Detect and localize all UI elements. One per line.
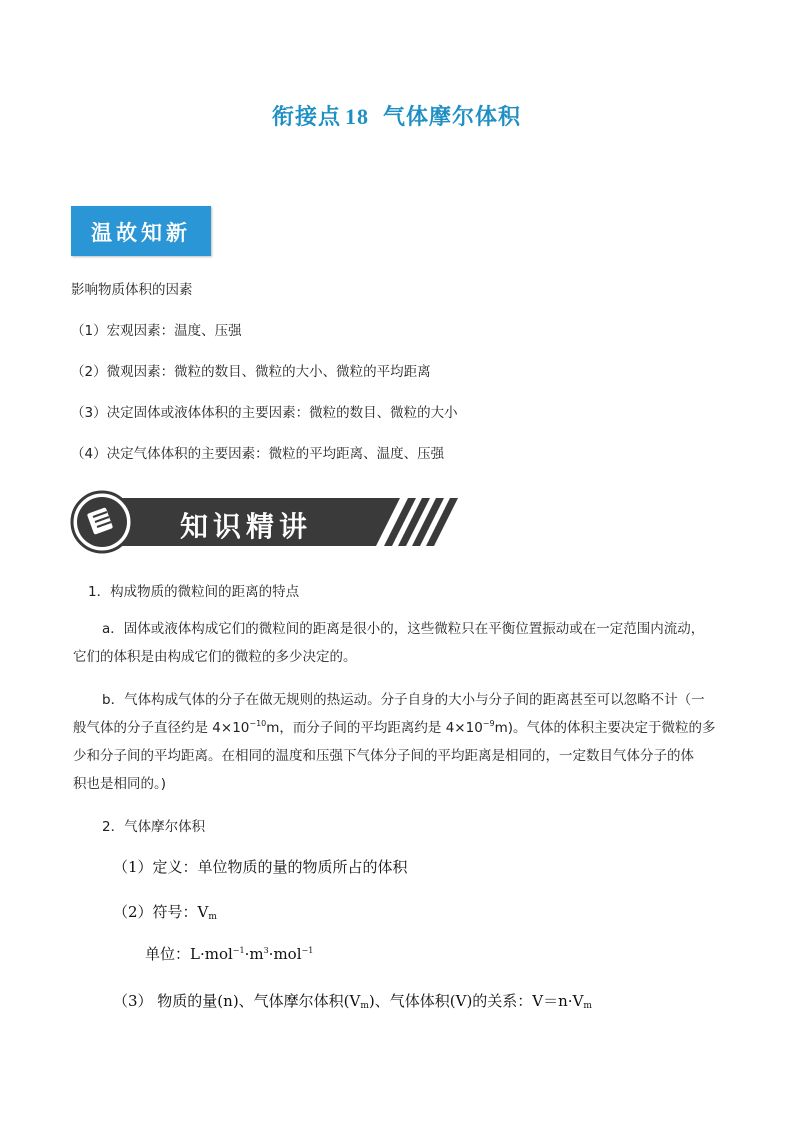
knowledge-banner-label: 知识精讲 xyxy=(180,510,313,543)
section-2-heading: 2．气体摩尔体积 xyxy=(102,819,206,835)
para-b-line-1: b．气体构成气体的分子在做无规则的热运动。分子自身的大小与分子间的距离甚至可以忽略不计（一 xyxy=(102,692,705,708)
para-a-line-1: a．固体或液体构成它们的微粒间的距离是很小的，这些微粒只在平衡位置振动或在一定范围内流动， xyxy=(102,621,705,637)
review-item-3: （3）决定固体或液体体积的主要因素：微粒的数目、微粒的大小 xyxy=(71,405,458,421)
exponent-2: −9 xyxy=(482,719,495,728)
review-badge-label: 温故知新 xyxy=(91,221,191,245)
symbol-label: （2）符号：V xyxy=(113,903,209,921)
para-b-text-3: m)。气体的体积主要决定于微粒的多 xyxy=(494,720,716,736)
relation-text-2: )、气体体积(V)的关系：V＝n·V xyxy=(368,992,584,1010)
unit-line xyxy=(145,943,313,964)
unit-exponent-2: 3 xyxy=(263,946,269,955)
para-b-line-3: 少和分子间的平均距离。在相同的温度和压强下气体分子间的平均距离是相同的，一定数目气体分子的体 xyxy=(73,748,694,764)
title-topic: 气体摩尔体积 xyxy=(383,104,522,130)
para-b-text-1: 般气体的分子直径约是 4×10 xyxy=(73,720,250,736)
para-b-line-2 xyxy=(73,713,716,744)
title-number: 18 xyxy=(345,104,369,129)
review-item-1: （1）宏观因素：温度、压强 xyxy=(71,323,242,339)
unit-text-3: ·mol xyxy=(268,945,302,963)
unit-text-2: ·m xyxy=(244,945,264,963)
review-heading: 影响物质体积的因素 xyxy=(71,282,193,298)
relation-subscript-1: m xyxy=(360,1001,369,1011)
definition-line: （1）定义：单位物质的量的物质所占的体积 xyxy=(113,858,408,876)
para-a-line-2: 它们的体积是由构成它们的微粒的多少决定的。 xyxy=(73,649,357,665)
relation-line xyxy=(113,990,592,1011)
unit-label: 单位：L·mol xyxy=(145,945,233,963)
exponent-1: −10 xyxy=(249,719,267,728)
review-item-4: （4）决定气体体积的主要因素：微粒的平均距离、温度、压强 xyxy=(71,446,445,462)
symbol-subscript: m xyxy=(208,912,217,922)
section-1-heading: 1．构成物质的微粒间的距离的特点 xyxy=(88,584,300,600)
page-title xyxy=(0,100,793,131)
title-prefix: 衔接点 xyxy=(271,104,341,130)
symbol-line xyxy=(113,901,217,922)
para-b-line-4: 积也是相同的。) xyxy=(73,776,167,792)
unit-exponent-1: −1 xyxy=(232,946,245,955)
review-section-badge xyxy=(71,206,211,256)
unit-exponent-3: −1 xyxy=(301,946,314,955)
relation-subscript-2: m xyxy=(583,1001,592,1011)
para-b-text-2: m，而分子间的平均距离约是 4×10 xyxy=(266,720,483,736)
review-item-2: （2）微观因素：微粒的数目、微粒的大小、微粒的平均距离 xyxy=(71,364,431,380)
relation-text-1: （3） 物质的量(n)、气体摩尔体积(V xyxy=(113,992,361,1010)
